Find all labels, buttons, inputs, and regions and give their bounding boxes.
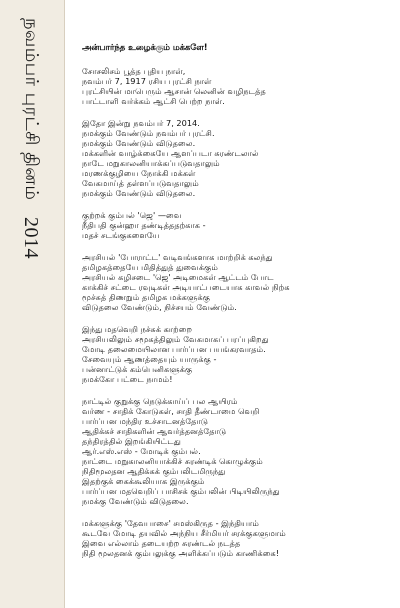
text-line: மரணக்குழியை நோக்கி மக்கள் bbox=[82, 168, 196, 178]
text-line: இதற்குக் கைக்கூலியாக இருக்கும் bbox=[82, 476, 205, 486]
text-line: கூடவே மோடி தயவில் அந்நிய சீர்மியர் சரக்குகளுமாம் bbox=[82, 528, 286, 538]
text-line: இதோ இன்று நவம்பர் 7, 2014. bbox=[82, 118, 200, 128]
text-line: பார்ப்பன மதவெறிப் பாசிசக் கும்பலின் பிடியிலிருந்து bbox=[82, 486, 280, 496]
text-line: நிதி மூலதனக் கும்பலுக்கு அளிக்கப்படும் காணிக்கை! bbox=[82, 548, 279, 558]
text-line: மோடி தலைமையிலான பார்ப்பன பயங்கரவாதம். bbox=[82, 344, 266, 354]
text-line: குற்றக் கும்பல் 'ஜெ' —வை bbox=[82, 210, 182, 220]
text-line: மதச் சடங்குகளையே bbox=[82, 230, 160, 240]
sidebar-label: நவம்பர் புரட்சி தினம் bbox=[21, 18, 42, 201]
document-body bbox=[82, 42, 394, 570]
text-line: நமக்கும் வேண்டும் விடுதலை. bbox=[82, 188, 196, 198]
stanza bbox=[82, 252, 394, 312]
text-line: அரசியல் கழிசடை 'ஜெ' அடிமைகள் ஆட்டம் போட bbox=[82, 272, 274, 282]
text-line: பன்னாட்டுக் கம்பெனிகளுக்கு bbox=[82, 364, 193, 374]
text-line: பார்ப்பன மந்திர உச்சாடனத்தோடு bbox=[82, 416, 209, 426]
text-line: நமக்கும் வேண்டும் நவம்பர் புரட்சி. bbox=[82, 128, 215, 138]
text-line: ஆதிக்கச் சாதிகளின் ஆவர்த்தனத்தோடு bbox=[82, 426, 227, 436]
stanza bbox=[82, 396, 394, 506]
text-line: அரசியல் 'போராட்ட' வடிவங்களாக மாற்றிக் கலந்து bbox=[82, 252, 273, 262]
text-line: இந்து மதவெறி நச்சுக் காற்றை bbox=[82, 324, 193, 334]
text-line: நாட்டில் குறுக்கு நெடுக்காய்ப் பல ஆயிரம் bbox=[82, 396, 238, 406]
text-line: நிதிமூலதன ஆதிக்கக் கும்பலிடமிருந்து bbox=[82, 466, 226, 476]
text-line: சோசலிசம் பூத்த புதிய நாள், bbox=[82, 66, 186, 76]
sidebar-year: 2014 bbox=[20, 216, 42, 259]
text-line: மக்களுக்கு 'தேவபாசை' சமஸ்கிருத - இந்தியாம் bbox=[82, 518, 259, 528]
text-line: ஆர்.எஸ்.எஸ் - மோடிக் கும்பல். bbox=[82, 446, 201, 456]
stanza bbox=[82, 210, 394, 240]
document-title: அன்பார்ந்த உழைக்கும் மக்களே! bbox=[82, 42, 208, 52]
text-line: தந்திரத்தில் இறங்கியிட்டது bbox=[82, 436, 181, 446]
text-line: நமக்கு வேண்டும் விடுதலை. bbox=[82, 496, 189, 506]
text-line: சேவையும் ஆணத்தையும் யாருக்கு - bbox=[82, 354, 217, 364]
text-line: நமக்கோ பட்டை நாமம்! bbox=[82, 374, 173, 384]
text-line: மூச்சுத் திணறும் தமிழக மக்களுக்கு bbox=[82, 292, 210, 302]
text-line: வேகமாய்த் தள்ளப்படுவதாலும் bbox=[82, 178, 199, 188]
text-line: அரசியலிலும் சமூகத்திலும் வேகமாகப் பரப்புகிறது bbox=[82, 334, 269, 344]
stanza bbox=[82, 66, 394, 106]
text-line: பாட்டாளி வர்க்கம் ஆட்சி பெற்ற நாள். bbox=[82, 96, 225, 106]
text-line: விடுதலை வேண்டும், நிச்சயம் வேண்டும். bbox=[82, 302, 237, 312]
text-line: நாடே மறுகாலனியாக்கப்படுவதாலும் bbox=[82, 158, 220, 168]
text-line: புரட்சியின் மாபெரும் ஆசான் லெனின் வழிநடத்த bbox=[82, 86, 266, 96]
text-line: நீதிபதி குன்ஹா தண்டித்ததற்காக - bbox=[82, 220, 206, 230]
text-line: நாட்டை மறுகாலனியாக்கிச் சுரண்டிக் கொழுக்கும் bbox=[82, 456, 263, 466]
stanza bbox=[82, 518, 394, 558]
text-line: காக்கிச் சட்டை ரவுடிகள் அடியாட்படையாக காவல் நிற்க bbox=[82, 282, 290, 292]
sidebar-panel bbox=[0, 0, 65, 608]
stanza-list bbox=[82, 66, 394, 558]
sidebar-vertical-title bbox=[20, 18, 42, 259]
text-line: மக்களின் வாழ்க்கையே ஆளப்படா சுரண்டலால் bbox=[82, 148, 259, 158]
text-line: நமக்கும் வேண்டும் விடுதலை. bbox=[82, 138, 196, 148]
text-line: இவை எல்லாம் தடையற்ற சுரண்டல் நடத்த bbox=[82, 538, 241, 548]
text-line: நவம்பர் 7, 1917 ரசிய புரட்சி நாள் bbox=[82, 76, 212, 86]
stanza bbox=[82, 324, 394, 384]
text-line: வர்ண - சாதிக் கோடுகள், சாதி தீண்டாமை வெறி bbox=[82, 406, 260, 416]
stanza bbox=[82, 118, 394, 198]
text-line: தமிழகத்தையே மிதித்துத் துவைக்கும் bbox=[82, 262, 218, 272]
